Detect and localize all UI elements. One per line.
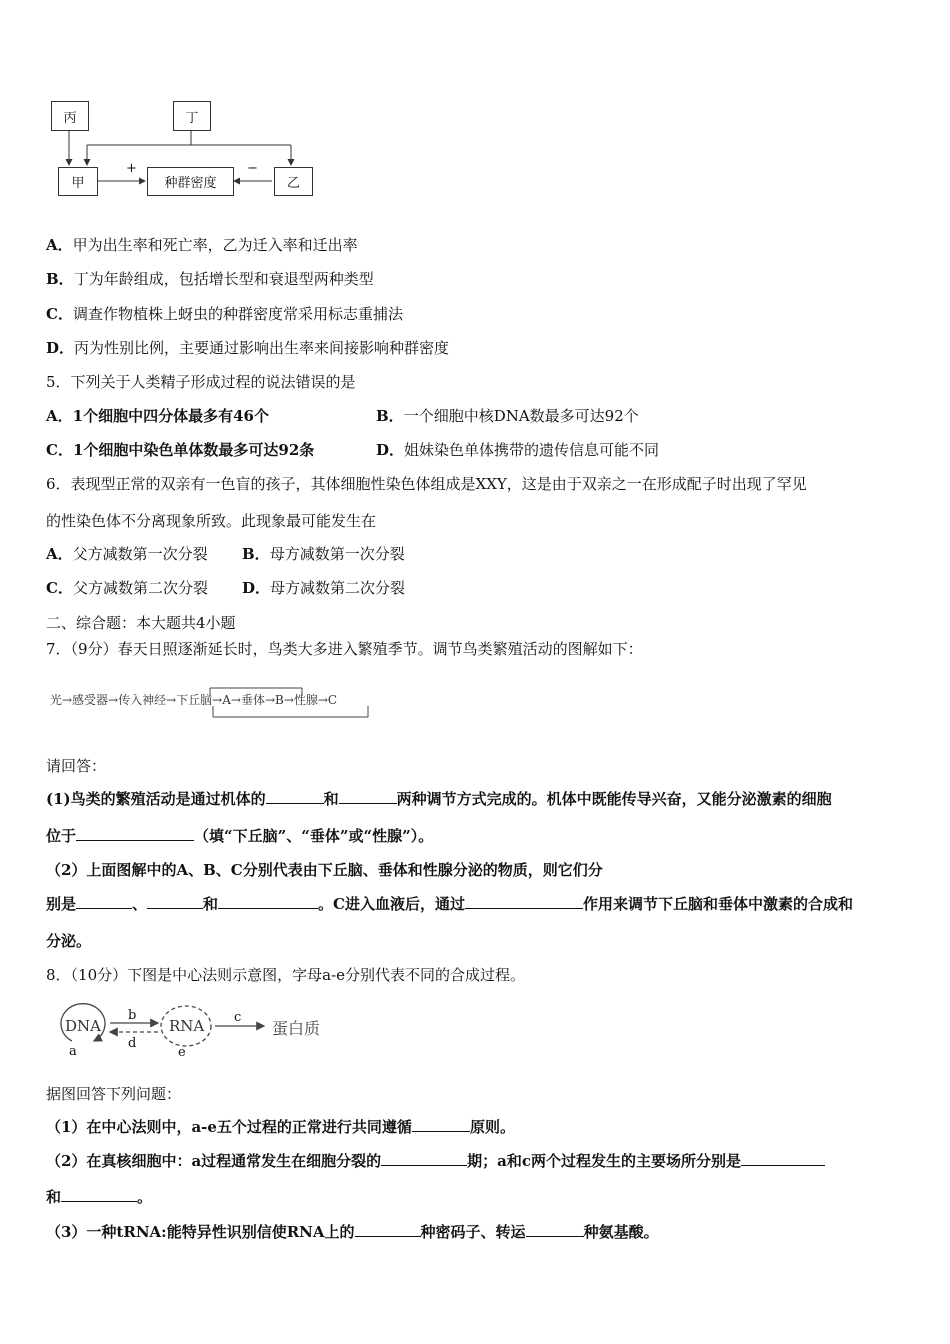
box-ding [173, 101, 211, 131]
minus-sign: − [247, 161, 258, 176]
text: 分泌。 [46, 932, 92, 950]
answer-blank[interactable] [218, 894, 318, 909]
option-text: 1个细胞中染色单体数最多可达92条 [72, 441, 315, 459]
q8-prompt: 据图回答下列问题： [46, 1085, 182, 1103]
text: (1)鸟类的繁殖活动是通过机体的 [46, 790, 266, 808]
q7-part2-line3 [46, 931, 91, 951]
option-letter: A． [46, 407, 73, 425]
q7-part2-line1 [46, 860, 603, 880]
label-bing: 丙 [63, 110, 77, 126]
answer-blank[interactable] [266, 789, 324, 804]
text: 期；a和c两个过程发生的主要场所分别是 [467, 1152, 742, 1170]
dna-label: DNA [65, 1017, 101, 1035]
q4-option-d [46, 338, 449, 358]
text: 种密码子、转运 [420, 1223, 526, 1241]
section-title: 二、综合题：本大题共4小题 [46, 614, 236, 632]
text: 和 [203, 895, 219, 913]
text: （1）在中心法则中，a-e五个过程的正常进行共同遵循 [46, 1118, 412, 1136]
q7-stem: 7．（9分）春天日照逐渐延长时，鸟类大多进入繁殖季节。调节鸟类繁殖活动的图解如下： [46, 640, 643, 658]
plus-sign: + [126, 161, 137, 176]
option-text: 调查作物植株上蚜虫的种群密度常采用标志重捕法 [72, 305, 403, 323]
option-text: 丙为性别比例，主要通过影响出生率来间接影响种群密度 [74, 339, 450, 357]
q7-prompt: 请回答： [46, 757, 107, 775]
box-bing [51, 101, 89, 131]
q4-option-a [46, 235, 358, 255]
option-text: 1个细胞中四分体最多有46个 [72, 407, 269, 425]
q6-option-c [46, 578, 208, 598]
q7-diagram [50, 680, 380, 720]
option-letter: D． [46, 339, 75, 357]
q5-option-a [46, 406, 269, 426]
option-letter: A． [46, 545, 73, 563]
option-text: 父方减数第二次分裂 [72, 579, 208, 597]
option-letter: A． [46, 236, 73, 254]
box-yi [274, 167, 313, 196]
rna-label: RNA [169, 1017, 205, 1035]
text: 别是 [46, 895, 77, 913]
answer-blank[interactable] [741, 1151, 825, 1166]
option-letter: B． [46, 270, 74, 288]
central-dogma-diagram [50, 998, 350, 1060]
label-e: e [178, 1045, 186, 1060]
box-jia [58, 167, 98, 196]
answer-blank[interactable] [76, 826, 194, 841]
text: 位于 [46, 827, 77, 845]
label-b: b [128, 1008, 137, 1023]
box-density [147, 167, 234, 196]
text: （2）上面图解中的A、B、C分别代表由下丘脑、垂体和性腺分泌的物质，则它们分 [46, 861, 603, 879]
option-text: 母方减数第一次分裂 [269, 545, 405, 563]
label-d: d [128, 1036, 137, 1051]
q8-part2-line1 [46, 1151, 825, 1171]
option-text: 甲为出生率和死亡率，乙为迁入率和迁出率 [72, 236, 358, 254]
q5-option-b [376, 406, 639, 426]
text: （填“下丘脑”、“垂体”或“性腺”）。 [194, 827, 434, 845]
q5-stem: 5．下列关于人类精子形成过程的说法错误的是 [46, 373, 356, 391]
answer-blank[interactable] [465, 894, 583, 909]
q8-part1 [46, 1117, 515, 1137]
text: 两种调节方式完成的。机体中既能传导兴奋，又能分泌激素的细胞 [396, 790, 832, 808]
text: 。C进入血液后，通过 [318, 895, 465, 913]
option-text: 父方减数第一次分裂 [72, 545, 208, 563]
text: 和 [46, 1188, 62, 1206]
q6-stem-line2: 的性染色体不分离现象所致。此现象最可能发生在 [46, 512, 377, 530]
option-letter: B． [242, 545, 270, 563]
text: 原则。 [469, 1118, 515, 1136]
answer-blank[interactable] [147, 894, 203, 909]
option-letter: D． [376, 441, 405, 459]
text: 。 [137, 1188, 153, 1206]
option-letter: B． [376, 407, 404, 425]
option-letter: C． [46, 305, 73, 323]
q7-diagram-text: 光→感受器→传入神经→下丘脑→A→垂体→B→性腺→C [50, 693, 338, 707]
q6-option-b [242, 544, 405, 564]
answer-blank[interactable] [412, 1117, 470, 1132]
q7-part1-line1 [46, 789, 832, 809]
q6-stem-line1: 6．表现型正常的双亲有一色盲的孩子，其体细胞性染色体组成是XXY，这是由于双亲之一在形成配子时出现了罕见 [46, 475, 807, 493]
label-ding: 丁 [185, 110, 199, 126]
answer-blank[interactable] [61, 1187, 137, 1202]
label-a: a [69, 1044, 77, 1059]
answer-blank[interactable] [339, 789, 397, 804]
option-letter: C． [46, 579, 73, 597]
label-c: c [234, 1010, 242, 1025]
q7-part1-line2 [46, 826, 433, 846]
text: 、 [132, 895, 148, 913]
text: 种氨基酸。 [583, 1223, 659, 1241]
answer-blank[interactable] [355, 1222, 421, 1237]
option-text: 一个细胞中核DNA数最多可达92个 [403, 407, 639, 425]
text: （3）一种tRNA:能特异性识别信使RNA上的 [46, 1223, 355, 1241]
q5-option-d [376, 440, 659, 460]
answer-blank[interactable] [76, 894, 132, 909]
q5-option-c [46, 440, 314, 460]
option-letter: D． [242, 579, 271, 597]
q8-part3 [46, 1222, 659, 1242]
q6-option-d [242, 578, 405, 598]
option-text: 母方减数第二次分裂 [270, 579, 406, 597]
label-density: 种群密度 [164, 176, 217, 191]
answer-blank[interactable] [526, 1222, 584, 1237]
q8-part2-line2 [46, 1187, 152, 1207]
text: 和 [323, 790, 339, 808]
q4-option-b [46, 269, 374, 289]
answer-blank[interactable] [381, 1151, 467, 1166]
q7-part2-line2 [46, 894, 853, 914]
text: （2）在真核细胞中：a过程通常发生在细胞分裂的 [46, 1152, 382, 1170]
population-diagram-arrows [0, 0, 950, 200]
option-text: 姐妹染色单体携带的遗传信息可能不同 [404, 441, 660, 459]
protein-label: 蛋白质 [272, 1019, 321, 1038]
label-jia: 甲 [71, 176, 85, 191]
label-yi: 乙 [286, 176, 300, 191]
q8-stem: 8．（10分）下图是中心法则示意图，字母a-e分别代表不同的合成过程。 [46, 966, 526, 984]
q4-option-c [46, 304, 403, 324]
text: 作用来调节下丘脑和垂体中激素的合成和 [583, 895, 854, 913]
q6-option-a [46, 544, 208, 564]
option-text: 丁为年龄组成，包括增长型和衰退型两种类型 [73, 270, 374, 288]
option-letter: C． [46, 441, 73, 459]
